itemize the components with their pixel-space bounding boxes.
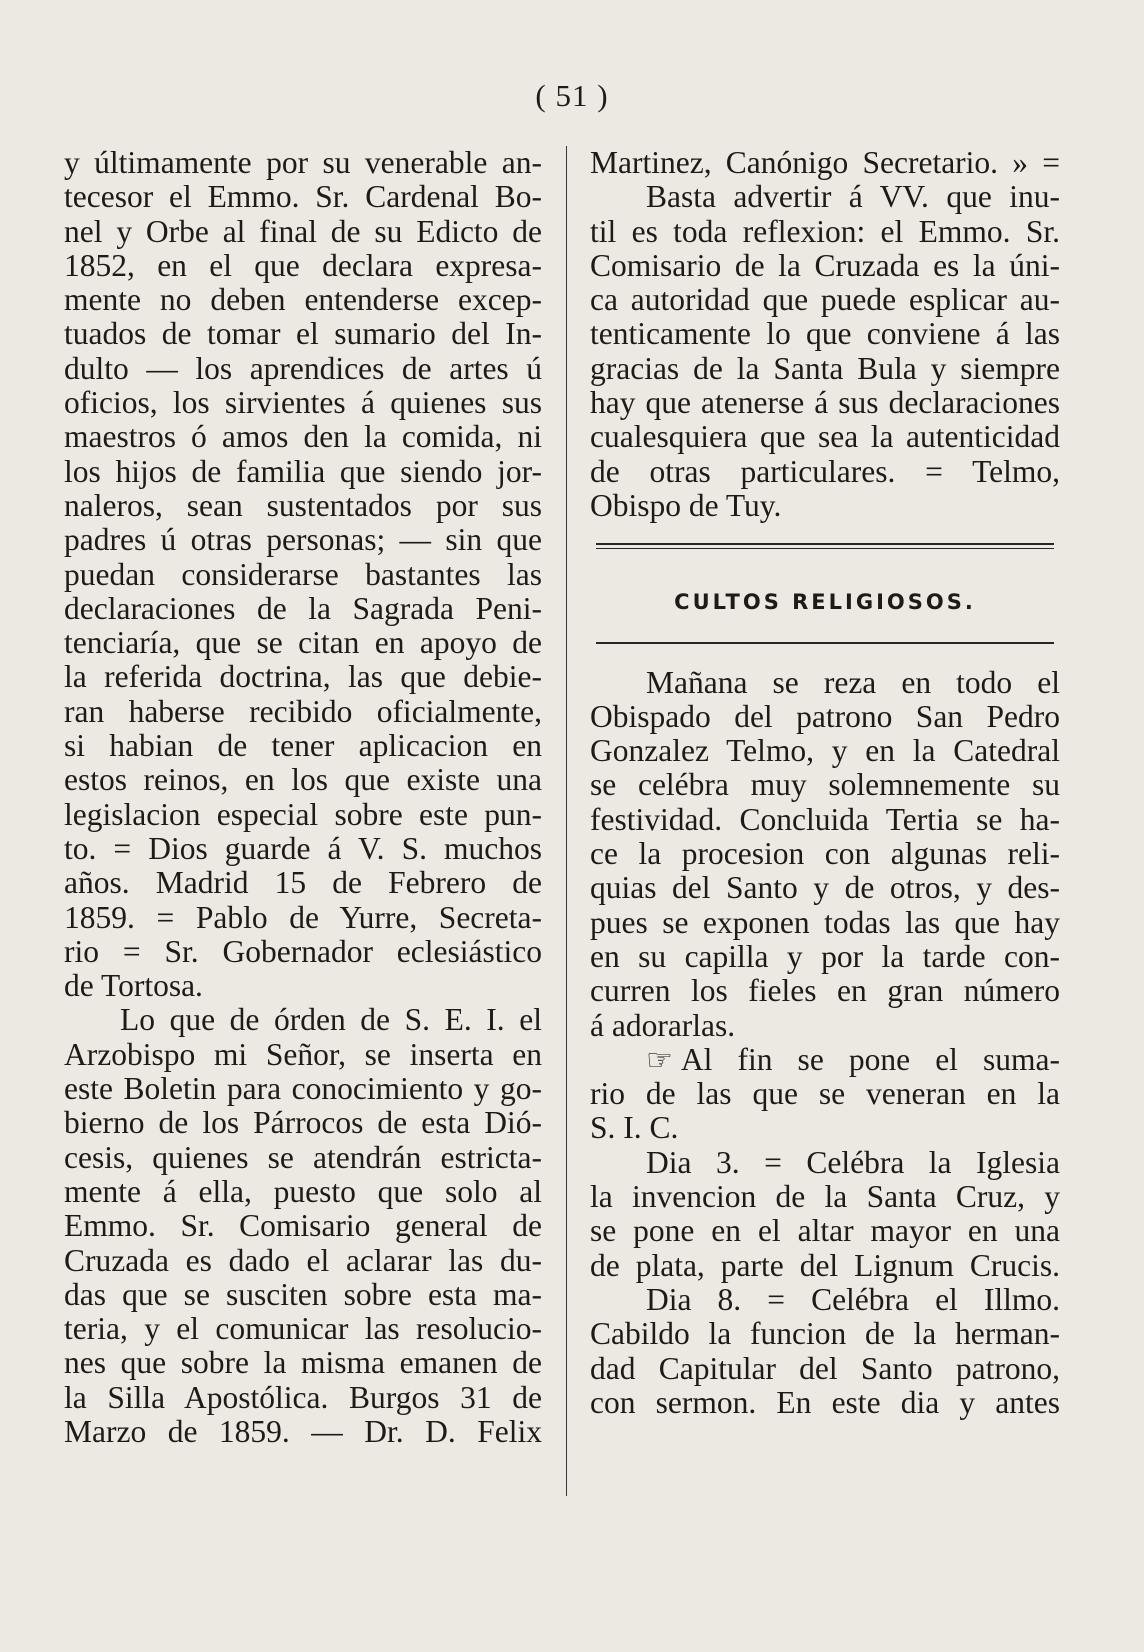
text-line: dulto — los aprendices de artes ú [64, 350, 542, 386]
text-line: de otras particulares. = Telmo, [590, 453, 1060, 489]
text-line: los hijos de familia que siendo jor- [64, 453, 542, 489]
text-line: Al fin se pone el suma- [680, 1041, 1060, 1077]
text-line: to. = Dios guarde á V. S. muchos [64, 830, 542, 866]
text-line: Gonzalez Telmo, y en la Catedral [590, 733, 1060, 769]
text-line: padres ú otras personas; — sin que [64, 522, 542, 558]
text-line: pues se exponen todas las que hay [590, 904, 1060, 940]
text-line: S. I. C. [590, 1110, 679, 1146]
text-line: Martinez, Canónigo Secretario. » = [590, 145, 1060, 180]
left-column [64, 146, 542, 1449]
text-line: Dia 3. = Celébra la Iglesia [646, 1144, 1060, 1180]
text-line: oficios, los sirvientes á quienes sus [64, 385, 542, 421]
text-line: cesis, quienes se atendrán estricta- [64, 1139, 542, 1175]
text-line: naleros, sean sustentados por sus [64, 487, 542, 523]
text-line: Lo que de órden de S. E. I. el [120, 1002, 542, 1038]
text-line: con sermon. En este dia y antes [590, 1384, 1060, 1420]
text-line: de plata, parte del Lignum Crucis. [590, 1247, 1060, 1283]
text-line: Dia 8. = Celébra el Illmo. [646, 1281, 1060, 1317]
text-line: ca autoridad que puede esplicar au- [590, 282, 1060, 318]
text-line: estos reinos, en los que existe una [64, 762, 542, 798]
text-line: Arzobispo mi Señor, se inserta en [64, 1036, 542, 1072]
text-line: tenticamente lo que conviene á las [590, 316, 1060, 352]
text-line: Cabildo la funcion de la herman- [590, 1316, 1060, 1352]
text-line: años. Madrid 15 de Febrero de [64, 865, 542, 901]
text-line: maestros ó amos den la comida, ni [64, 419, 542, 455]
text-line: se celébra muy solemnemente su [590, 767, 1060, 803]
text-line: Obispado del patrono San Pedro [590, 698, 1060, 734]
text-line: si habian de tener aplicacion en [64, 728, 542, 764]
text-line: bierno de los Párrocos de esta Dió- [64, 1105, 542, 1141]
text-line: cualesquiera que sea la autenticidad [590, 419, 1060, 455]
text-line: tenciaría, que se citan en apoyo de [64, 625, 542, 661]
text-line: hay que atenerse á sus declaraciones [590, 385, 1060, 421]
text-line: este Boletin para conocimiento y go- [64, 1071, 542, 1107]
text-line: en su capilla y por la tarde con- [590, 938, 1060, 974]
text-line: dad Capitular del Santo patrono, [590, 1350, 1060, 1386]
text-line: teria, y el comunicar las resolucio- [64, 1311, 542, 1347]
text-line: la invencion de la Santa Cruz, y [590, 1179, 1060, 1215]
text-line: la Silla Apostólica. Burgos 31 de [64, 1379, 542, 1415]
text-line: legislacion especial sobre este pun- [64, 796, 542, 832]
text-line: declaraciones de la Sagrada Peni- [64, 590, 542, 626]
text-line: Comisario de la Cruzada es la úni- [590, 247, 1060, 283]
note-line [590, 1043, 1060, 1077]
text-line: Emmo. Sr. Comisario general de [64, 1208, 542, 1244]
text-line: das que se susciten sobre esta ma- [64, 1276, 542, 1312]
text-line: Marzo de 1859. — Dr. D. Felix [64, 1413, 542, 1449]
text-line: ran haberse recibido oficialmente, [64, 693, 542, 729]
text-line: mente no deben entenderse excep- [64, 282, 542, 318]
text-line: se pone en el altar mayor en una [590, 1213, 1060, 1249]
right-column [590, 146, 1060, 1420]
text-line: Basta advertir á VV. que inu- [646, 179, 1060, 215]
text-line: y últimamente por su venerable an- [64, 145, 542, 180]
text-line: puedan considerarse bastantes las [64, 556, 542, 592]
text-line: gracias de la Santa Bula y siempre [590, 350, 1060, 386]
text-line: de Tortosa. [64, 968, 203, 1004]
text-line: Obispo de Tuy. [590, 487, 782, 523]
section-divider-top [590, 523, 1060, 561]
double-rule [596, 543, 1054, 549]
page-number: ( 51 ) [535, 78, 609, 113]
section-divider-bottom [596, 642, 1054, 644]
column-divider [566, 146, 567, 1496]
text-line: ce la procesion con algunas reli- [590, 836, 1060, 872]
text-line: rio = Sr. Gobernador eclesiástico [64, 933, 542, 969]
text-line: á adorarlas. [590, 1007, 736, 1043]
text-line: festividad. Concluida Tertia se ha- [590, 801, 1060, 837]
pointing-hand-icon: ☞ [646, 1042, 673, 1078]
text-line: quias del Santo y de otros, y des- [590, 870, 1060, 906]
text-line: 1852, en el que declara expresa- [64, 247, 542, 283]
text-line: nes que sobre la misma emanen de [64, 1345, 542, 1381]
text-line: rio de las que se veneran en la [590, 1076, 1060, 1112]
text-line: la referida doctrina, las que debie- [64, 659, 542, 695]
text-line: mente á ella, puesto que solo al [64, 1173, 542, 1209]
text-line: Cruzada es dado el aclarar las du- [64, 1242, 542, 1278]
section-title: CULTOS RELIGIOSOS. [674, 590, 976, 615]
text-line: til es toda reflexion: el Emmo. Sr. [590, 213, 1060, 249]
text-line: Mañana se reza en todo el [646, 664, 1060, 700]
text-line: tecesor el Emmo. Sr. Cardenal Bo- [64, 179, 542, 215]
text-line: nel y Orbe al final de su Edicto de [64, 213, 542, 249]
text-line: curren los fieles en gran número [590, 973, 1060, 1009]
text-line: 1859. = Pablo de Yurre, Secreta- [64, 899, 542, 935]
text-line: tuados de tomar el sumario del In- [64, 316, 542, 352]
